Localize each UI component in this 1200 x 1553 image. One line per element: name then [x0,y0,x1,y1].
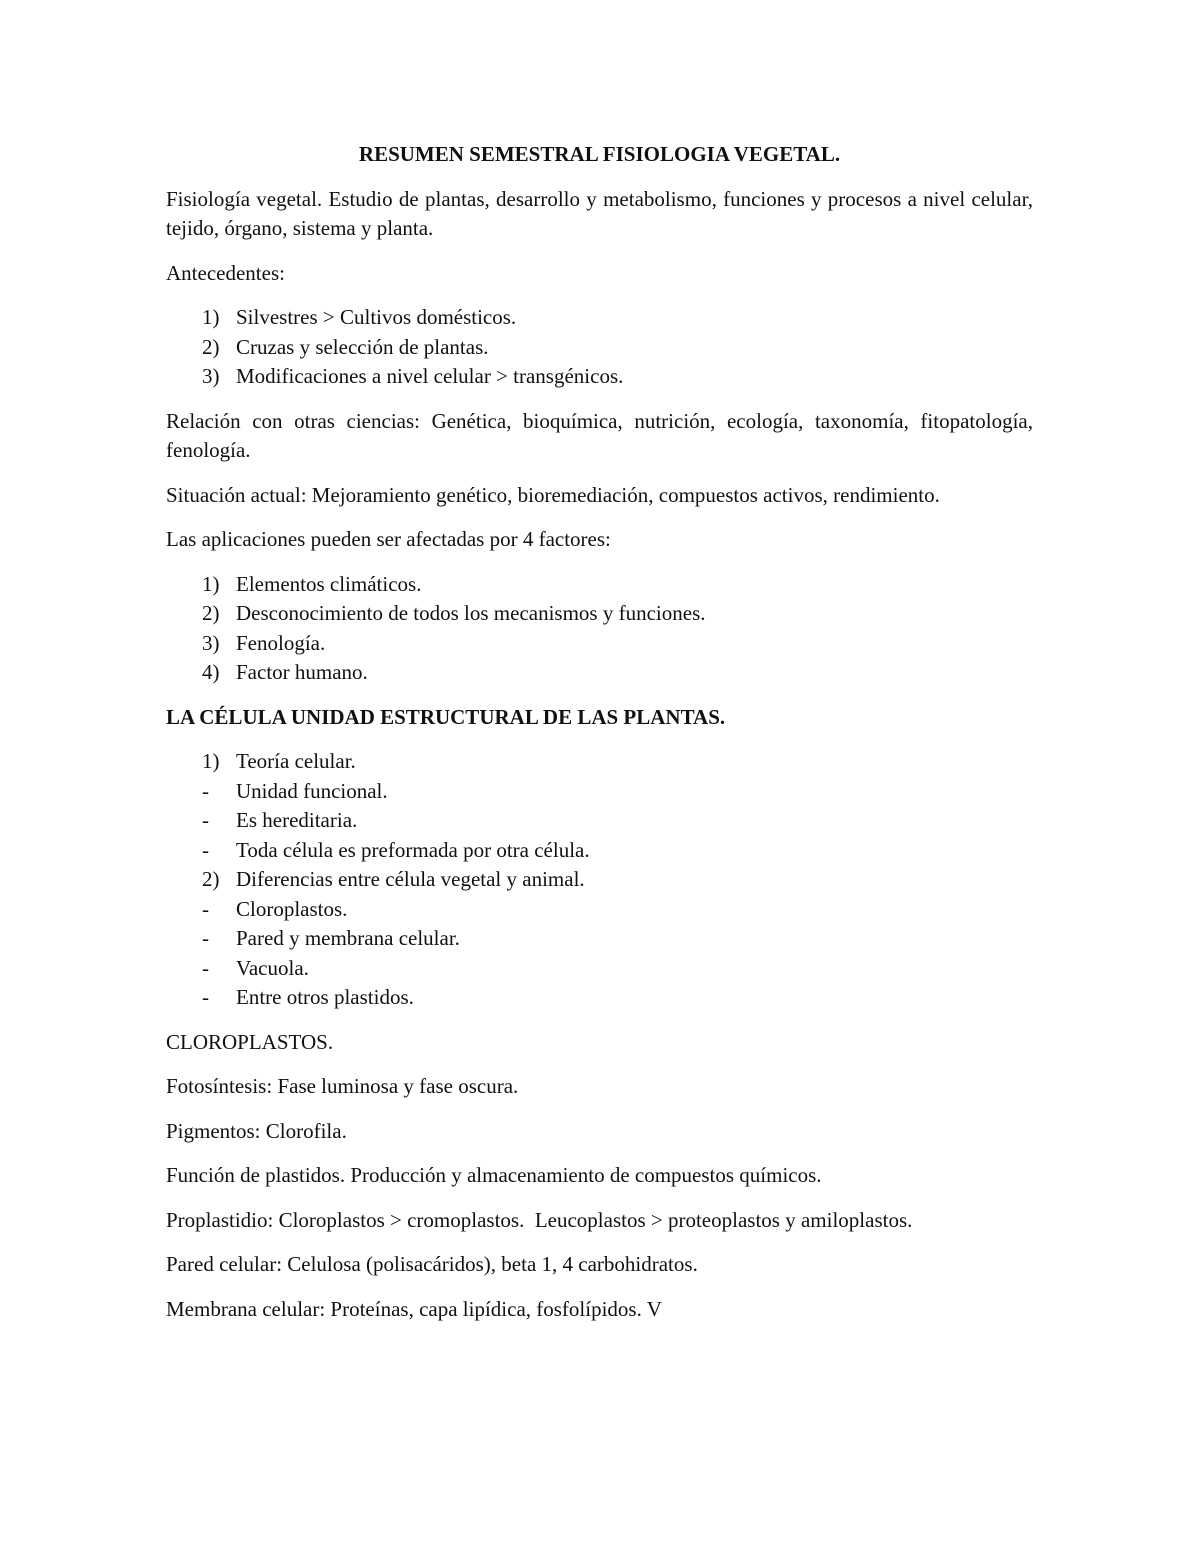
pigmentos-paragraph: Pigmentos: Clorofila. [166,1118,347,1143]
fotosintesis-paragraph: Fotosíntesis: Fase luminosa y fase oscura. [166,1074,519,1098]
list-item-text: Silvestres > Cultivos domésticos. [236,305,517,329]
list-item [166,777,1033,807]
membrana-celular-paragraph: Membrana celular: Proteínas, capa lipídica, fosfolípidos. V [166,1296,662,1321]
list-item [166,599,1033,629]
pared-celular-paragraph: Pared celular: Celulosa (polisacáridos), beta 1, 4 carbohidratos. [166,1252,698,1276]
list-marker: - [202,985,209,1009]
celula-heading: LA CÉLULA UNIDAD ESTRUCTURAL DE LAS PLANTAS. [166,704,726,729]
cloroplastos-label: CLOROPLASTOS. [166,1029,334,1054]
list-item-text: Toda célula es preformada por otra célula. [236,837,590,862]
list-item [166,362,1033,392]
list-marker: - [202,808,209,832]
list-item-text: Unidad funcional. [236,778,388,803]
list-item [166,570,1033,600]
list-marker: 3) [202,630,220,655]
list-item-text: Cruzas y selección de plantas. [236,334,489,359]
list-item [166,924,1033,954]
list-marker: 2) [202,334,220,359]
list-marker: 3) [202,364,220,388]
list-item-text: Diferencias entre célula vegetal y animal. [236,867,585,891]
relacion-paragraph: Relación con otras ciencias: Genética, bioquímica, nutrición, ecología, taxonomía, fitopatología, fenología. [166,408,1033,462]
list-item-text: Modificaciones a nivel celular > transgénicos. [236,364,624,388]
list-item-text: Factor humano. [236,660,368,684]
list-marker: 1) [202,749,220,773]
funcion-plastidos-paragraph: Función de plastidos. Producción y almacenamiento de compuestos químicos. [166,1163,822,1187]
list-item [166,658,1033,688]
list-marker: 2) [202,867,220,891]
intro-paragraph: Fisiología vegetal. Estudio de plantas, desarrollo y metabolismo, funciones y procesos a nivel celular, tejido, órgano, sistema y planta. [166,186,1033,240]
list-item-text: Elementos climáticos. [236,571,422,596]
list-marker: - [202,837,209,862]
list-item [166,836,1033,866]
list-marker: 1) [202,571,220,596]
antecedentes-label: Antecedentes: [166,260,285,285]
document-title: RESUMEN SEMESTRAL FISIOLOGIA VEGETAL. [358,142,841,166]
proplastidio-paragraph: Proplastidio: Cloroplastos > cromoplastos. Leucoplastos > proteoplastos y amiloplastos. [166,1207,913,1232]
antecedentes-list [166,303,1033,392]
list-marker: - [202,778,209,803]
list-item [166,806,1033,836]
list-item-text: Vacuola. [236,955,309,980]
list-item-text: Teoría celular. [236,749,356,773]
factores-label: Las aplicaciones pueden ser afectadas por 4 factores: [166,527,611,551]
list-item [166,303,1033,333]
list-marker: 4) [202,660,220,684]
list-item [166,865,1033,895]
situacion-paragraph: Situación actual: Mejoramiento genético, bioremediación, compuestos activos, rendimiento. [166,482,940,507]
document-content [166,140,1033,1339]
list-item-text: Fenología. [236,630,326,655]
list-item-text: Desconocimiento de todos los mecanismos y funciones. [236,601,706,625]
list-marker: - [202,926,209,950]
list-item [166,954,1033,984]
list-marker: 1) [202,305,220,329]
list-marker: 2) [202,601,220,625]
list-marker: - [202,896,209,921]
factores-list [166,570,1033,688]
list-item-text: Pared y membrana celular. [236,926,460,950]
list-item-text: Es hereditaria. [236,808,358,832]
list-item [166,895,1033,925]
celula-list [166,747,1033,1013]
list-marker: - [202,955,209,980]
list-item-text: Cloroplastos. [236,896,348,921]
list-item [166,983,1033,1013]
list-item-text: Entre otros plastidos. [236,985,414,1009]
list-item [166,747,1033,777]
list-item [166,333,1033,363]
list-item [166,629,1033,659]
